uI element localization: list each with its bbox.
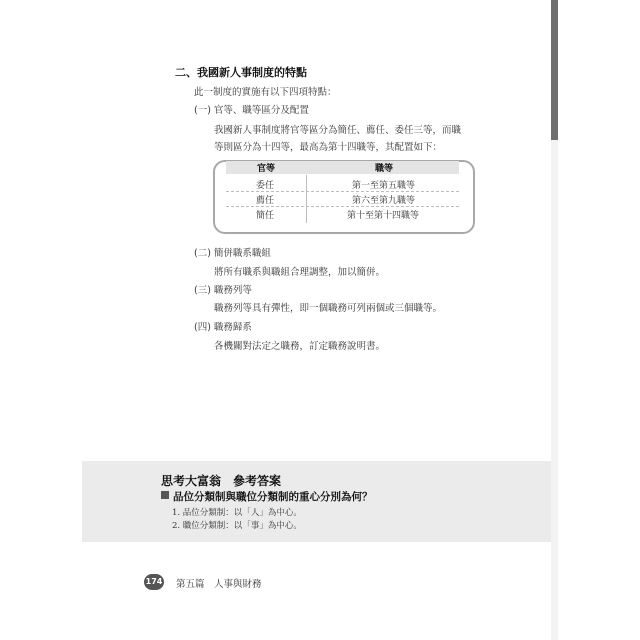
item-1-title: (一) 官等、職等區分及配置 (194, 105, 309, 116)
answer-item-2: 2. 職位分類制：以「事」為中心。 (172, 521, 302, 531)
scrollbar-thumb[interactable] (551, 0, 558, 140)
item-3-line-1: 職務列等具有彈性，即一個職務可列兩個或三個職等。 (214, 303, 443, 314)
answer-item-1: 1. 品位分類制：以「人」為中心。 (172, 508, 302, 518)
answer-title: 思考大富翁 參考答案 (161, 474, 282, 488)
footer-chapter: 第五篇 人事與財務 (176, 579, 262, 590)
table-cell: 第十至第十四職等 (347, 211, 420, 221)
table-cell: 簡任 (256, 211, 275, 221)
table-header-grade: 職等 (375, 164, 394, 174)
table-header-rank: 官等 (257, 164, 276, 174)
table-column-divider (306, 175, 307, 223)
table-cell: 委任 (256, 181, 275, 191)
item-1-line-2: 等則區分為十四等，最高為第十四職等，其配置如下： (214, 142, 443, 153)
item-1-line-1: 我國新人事制度將官等區分為簡任、薦任、委任三等，而職 (214, 125, 462, 136)
page-number: 174 (144, 574, 164, 590)
answer-question: 品位分類制與職位分類制的重心分別為何？ (173, 491, 373, 503)
table-row-divider (226, 191, 459, 192)
item-4-title: (四) 職務歸系 (194, 322, 252, 333)
item-2-title: (二) 簡併職系職組 (194, 248, 271, 259)
section-heading: 二、我國新人事制度的特點 (175, 66, 307, 79)
table-row-divider (226, 206, 459, 207)
table-cell: 薦任 (256, 196, 275, 206)
item-2-line-1: 將所有職系與職組合理調整，加以簡併。 (214, 267, 386, 278)
table-cell: 第一至第五職等 (352, 181, 416, 191)
square-bullet-icon (161, 491, 169, 499)
table-cell: 第六至第九職等 (352, 196, 416, 206)
item-3-title: (三) 職務列等 (194, 285, 252, 296)
section-intro: 此一制度的實施有以下四項特點： (194, 87, 337, 98)
item-4-line-1: 各機關對法定之職務，訂定職務說明書。 (214, 341, 386, 352)
